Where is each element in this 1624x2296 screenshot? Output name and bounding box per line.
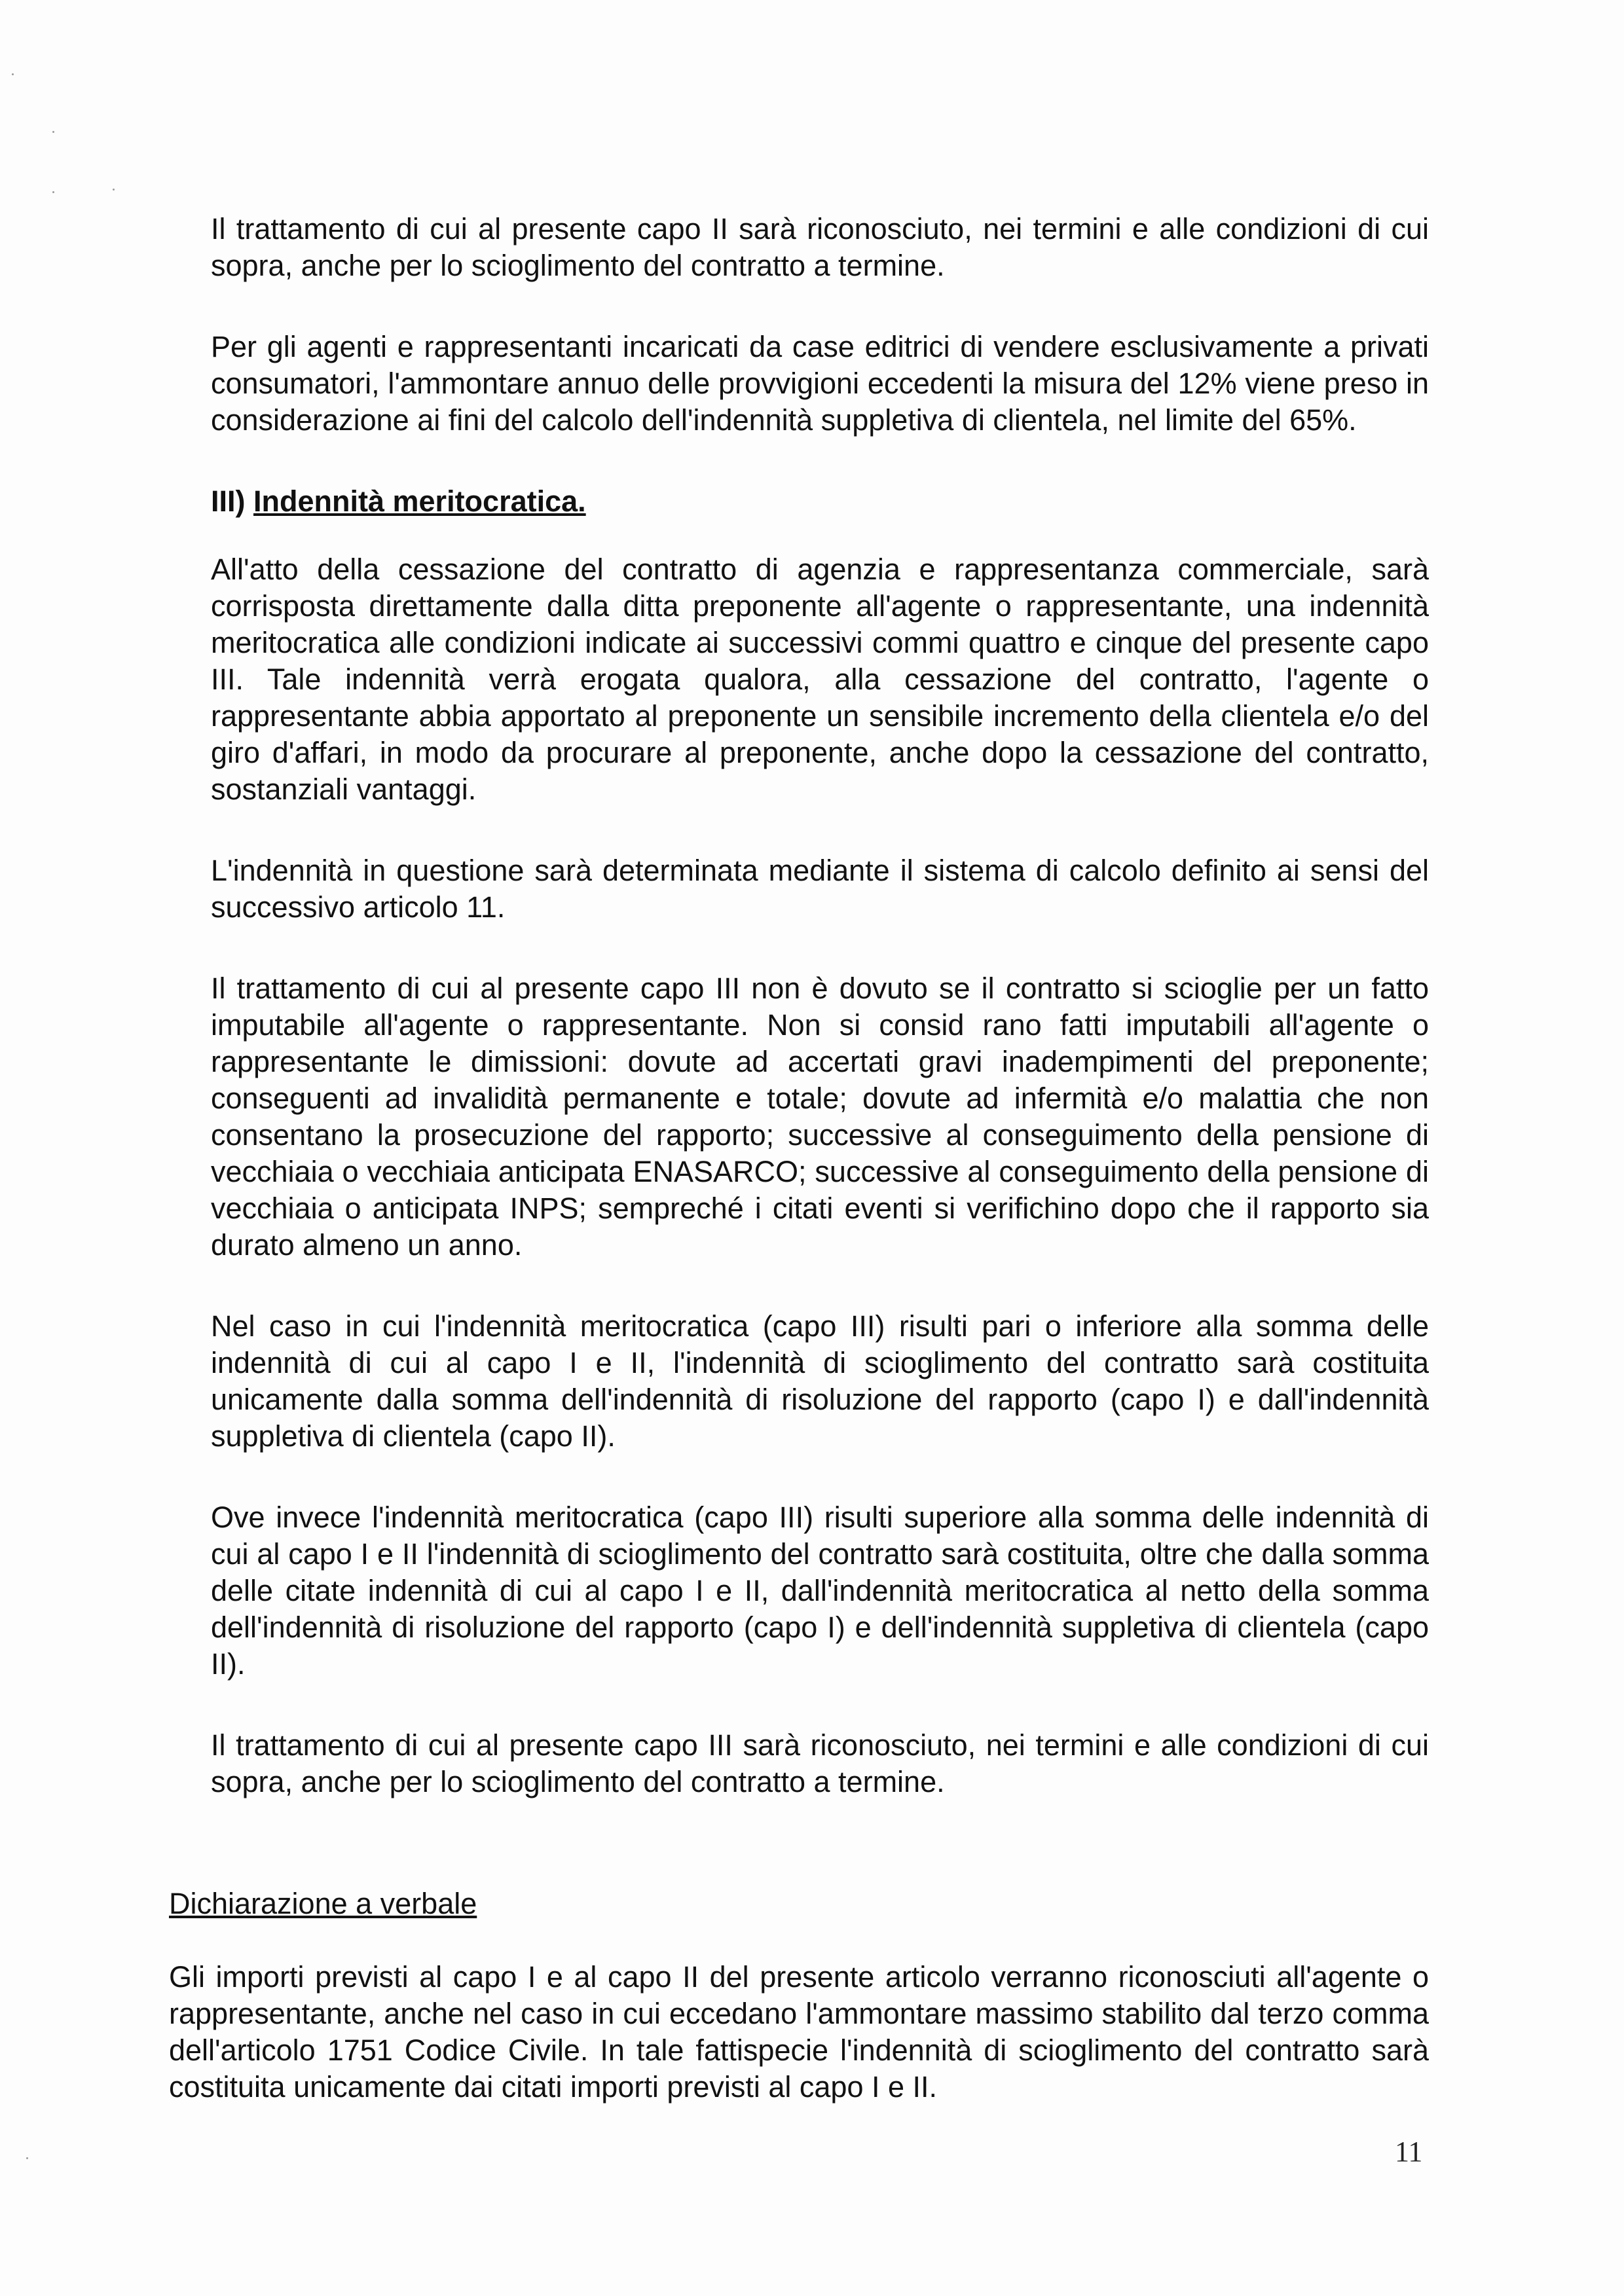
- declaration-paragraph: Gli importi previsti al capo I e al capo II del presente articolo verranno riconosciuti all'agente o rappresentante, anche nel caso in cui eccedano l'ammontare massimo stabilito dal terzo comma dell'articolo 1751 Codice Civile. In tale fattispecie l'indennità di scioglimento del contratto sarà costituita unicamente dai citati importi previsti al capo I e II.: [169, 1960, 1429, 2104]
- paragraph: Il trattamento di cui al presente capo III non è dovuto se il contratto si scioglie per un fatto imputabile all'agente o rappresentante. Non si consid rano fatti imputabili all'agente o rappresentante le dimissioni: dovute ad accertati gravi inadempimenti del preponente; conseguenti ad invalidità permanente e totale; dovute ad infermità e/o malattia che non consentano la prosecuzione del rapporto; successive al conseguimento della pensione di vecchiaia o vecchiaia anticipata ENASARCO; successive al conseguimento della pensione di vecchiaia o anticipata INPS; sempreché i citati eventi si verifichino dopo che il rapporto sia durato almeno un anno.: [211, 972, 1429, 1262]
- paragraph: Nel caso in cui l'indennità meritocratica (capo III) risulti pari o inferiore alla somma delle indennità di cui al capo I e II, l'indennità di scioglimento del contratto sarà costituita unicamente dalla somma dell'indennità di risoluzione del rapporto (capo I) e dall'indennità suppletiva di clientela (capo II).: [211, 1309, 1429, 1453]
- section-heading: [211, 483, 1429, 520]
- paragraph: All'atto della cessazione del contratto di agenzia e rappresentanza commerciale, sarà corrisposta direttamente dalla ditta preponente all'agente o rappresentante, una indennità meritocratica alle condizioni indicate ai successivi commi quattro e cinque del presente capo III. Tale indennità verrà erogata qualora, alla cessazione del contratto, l'agente o rappresentante abbia apportato al preponente un sensibile incremento della clientela e/o del giro d'affari, in modo da procurare al preponente, anche dopo la cessazione del contratto, sostanziali vantaggi.: [211, 553, 1429, 806]
- paragraph: Il trattamento di cui al presente capo III sarà riconosciuto, nei termini e alle condizioni di cui sopra, anche per lo scioglimento del contratto a termine.: [211, 1728, 1429, 1798]
- paragraph: Per gli agenti e rappresentanti incaricati da case editrici di vendere esclusivamente a privati consumatori, l'ammontare annuo delle provvigioni eccedenti la misura del 12% viene preso in considerazione ai fini del calcolo dell'indennità suppletiva di clientela, nel limite del 65%.: [211, 330, 1429, 437]
- section-number: III): [211, 484, 246, 518]
- paragraph: Ove invece l'indennità meritocratica (capo III) risulti superiore alla somma delle indennità di cui al capo I e II l'indennità di scioglimento del contratto sarà costituita, oltre che dalla somma delle citate indennità di cui al capo I e II, dall'indennità meritocratica al netto della somma dell'indennità di risoluzione del rapporto (capo I) e dell'indennità suppletiva di clientela (capo II).: [211, 1501, 1429, 1681]
- scan-speck: [12, 73, 14, 75]
- document-body: [169, 211, 1429, 2150]
- declaration-heading: Dichiarazione a verbale: [169, 1887, 477, 1920]
- scan-speck: [52, 191, 54, 193]
- scan-speck: [26, 2157, 28, 2159]
- scan-speck: [113, 189, 115, 191]
- paragraph: Il trattamento di cui al presente capo II sarà riconosciuto, nei termini e alle condizioni di cui sopra, anche per lo scioglimento del contratto a termine.: [211, 212, 1429, 282]
- page-number: 11: [1395, 2136, 1423, 2168]
- section-title: Indennità meritocratica.: [253, 484, 586, 518]
- scan-speck: [52, 131, 54, 133]
- paragraph: L'indennità in questione sarà determinata mediante il sistema di calcolo definito ai sensi del successivo articolo 11.: [211, 854, 1429, 924]
